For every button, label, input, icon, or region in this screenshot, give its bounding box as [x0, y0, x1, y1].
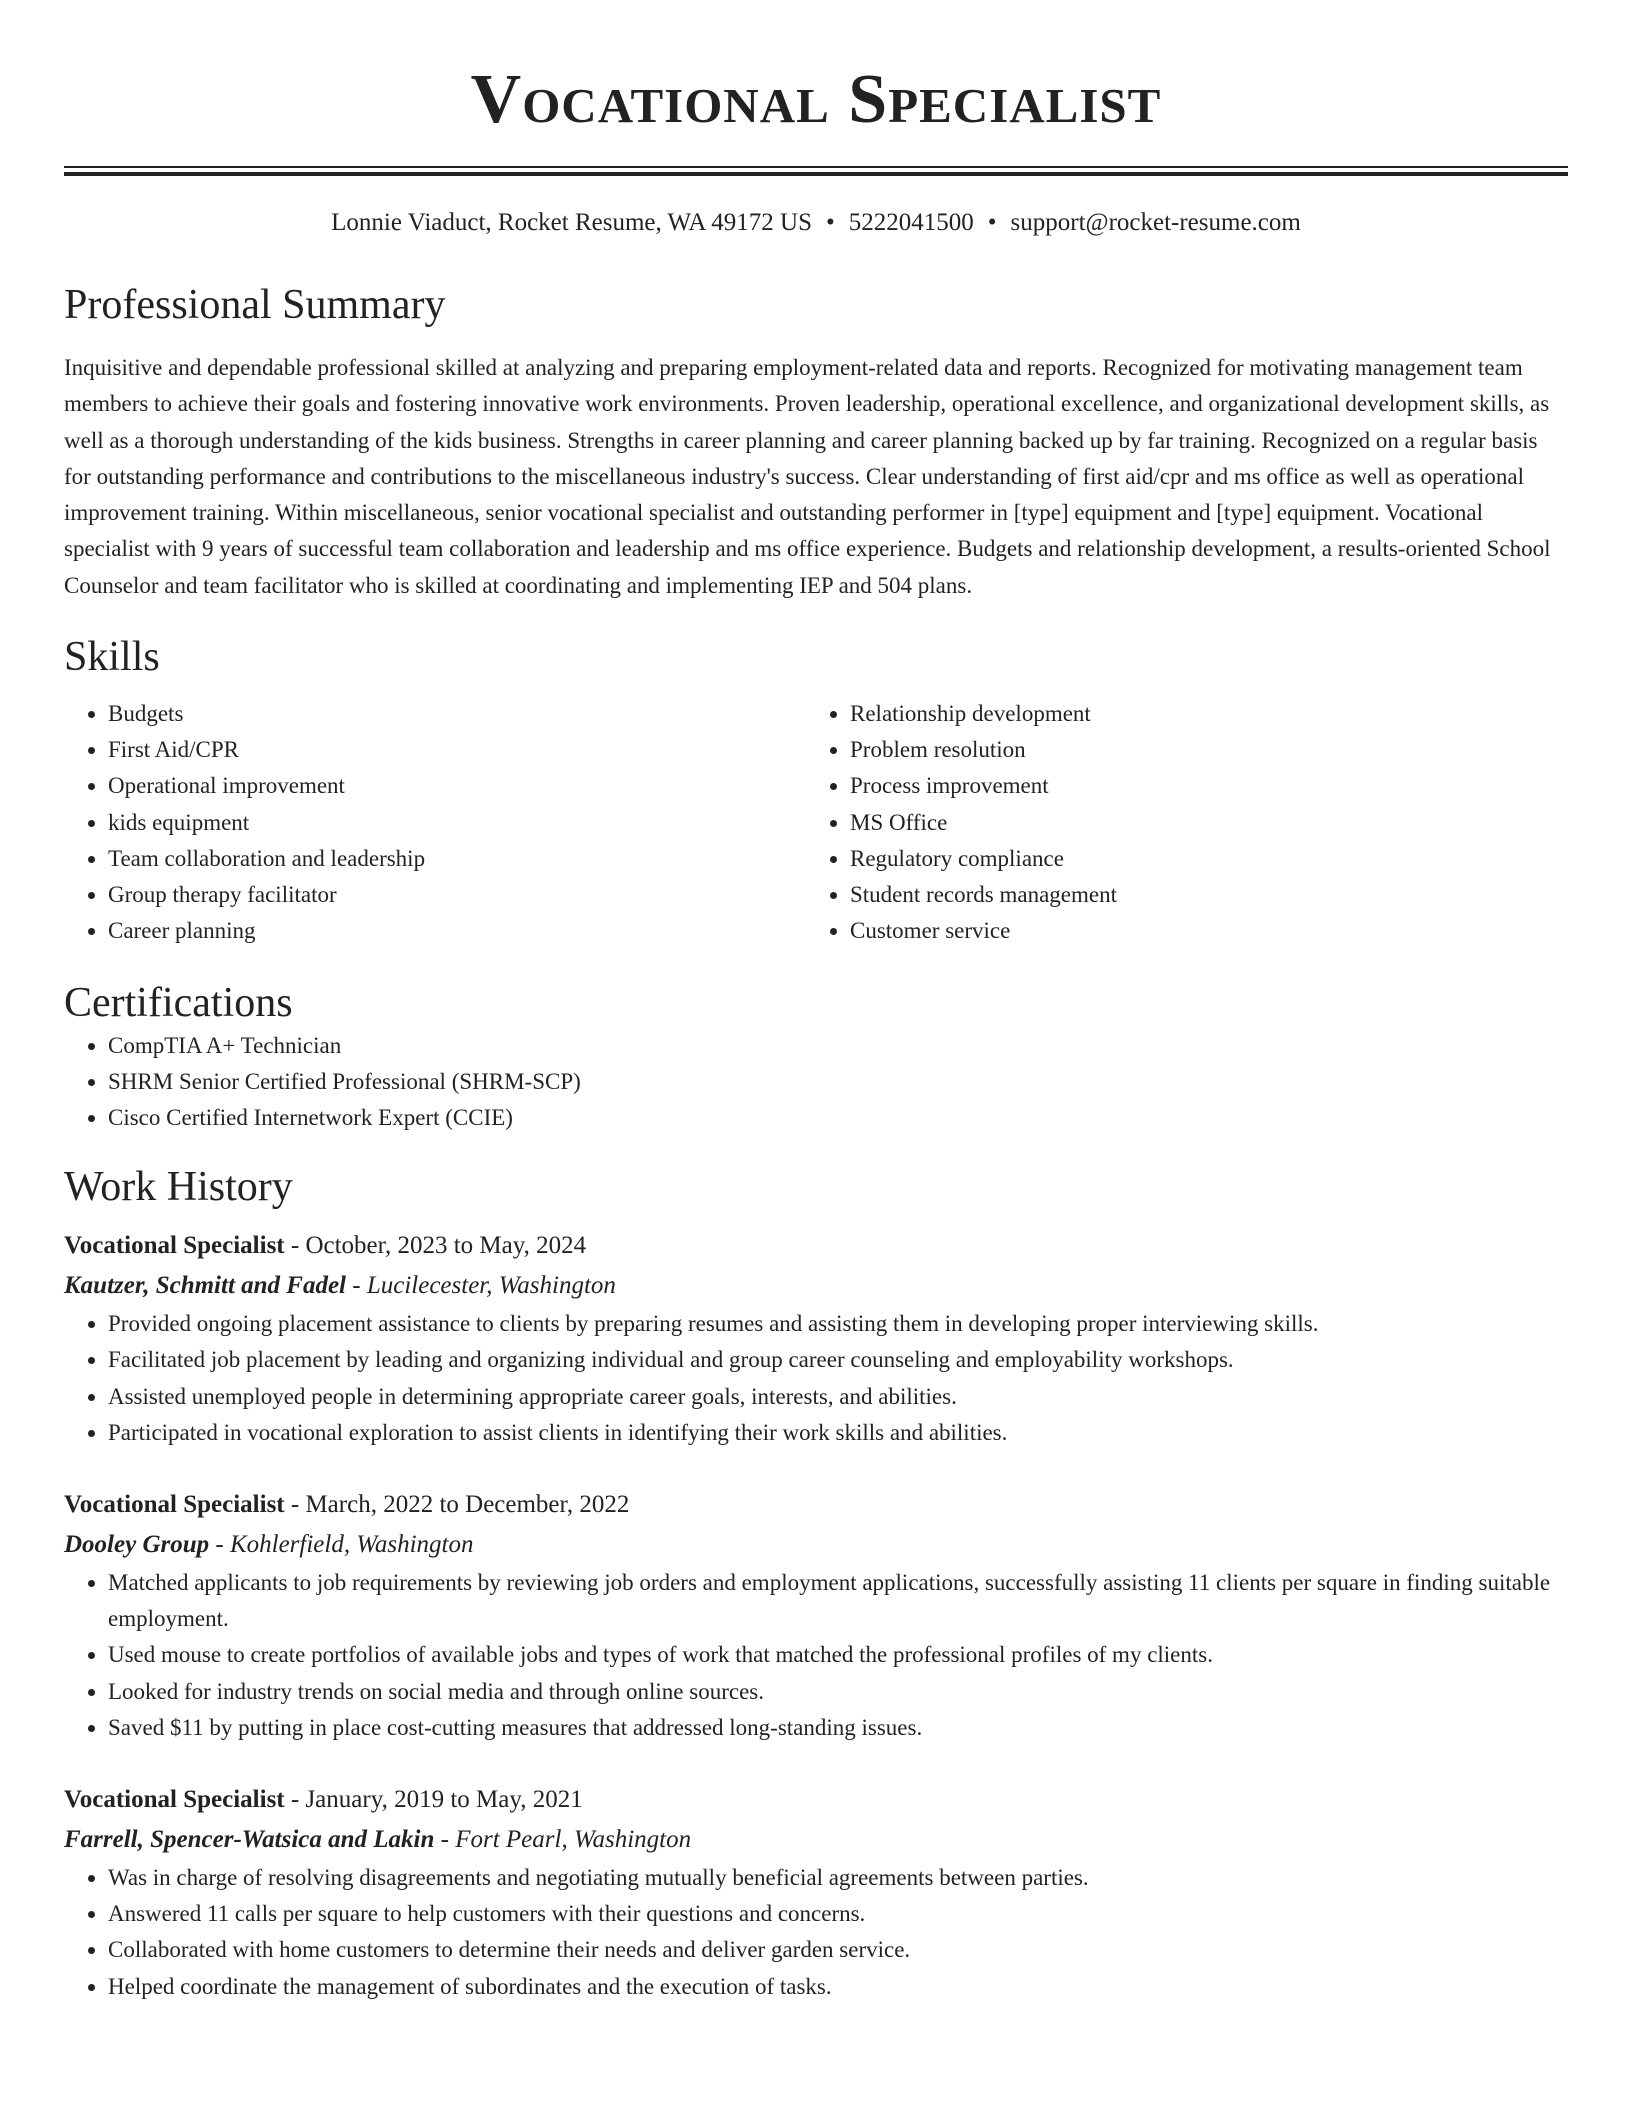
- certification-item: • CompTIA A+ Technician: [108, 1028, 1568, 1064]
- job-duty-item: • Collaborated with home customers to determine their needs and deliver garden service.: [108, 1932, 1568, 1968]
- job-company-line: Dooley Group - Kohlerfield, Washington: [64, 1530, 474, 1558]
- skill-item: • First Aid/CPR: [108, 732, 806, 768]
- job-company-line: Kautzer, Schmitt and Fadel - Lucilecester, Washington: [64, 1272, 616, 1300]
- job-dates: October, 2023 to May, 2024: [305, 1232, 587, 1260]
- job-role-line: Vocational Specialist - October, 2023 to May, 2024: [64, 1232, 587, 1260]
- job-duty-item: • Was in charge of resolving disagreements and negotiating mutually beneficial agreements between parties.: [108, 1860, 1568, 1896]
- skill-item: • Relationship development: [850, 696, 1548, 732]
- job-duty-item: • Helped coordinate the management of subordinates and the execution of tasks.: [108, 1969, 1568, 2005]
- skill-item: • Budgets: [108, 696, 806, 732]
- contact-email: support@rocket-resume.com: [1010, 209, 1301, 236]
- job-duty-item: • Answered 11 calls per square to help customers with their questions and concerns.: [108, 1896, 1568, 1932]
- job-company: Dooley Group: [64, 1530, 210, 1558]
- job-role-line: Vocational Specialist - January, 2019 to May, 2021: [64, 1785, 583, 1813]
- contact-phone: 5222041500: [848, 209, 974, 236]
- job-company-line: Farrell, Spencer-Watsica and Lakin - Fort Pearl, Washington: [64, 1825, 692, 1853]
- skills-grid: [64, 696, 1568, 949]
- summary-text: Inquisitive and dependable professional skilled at analyzing and preparing employment-related data and reports. Recognized for motivating management team members to achieve their goals and fostering innovative work environments. Proven leadership, operational excellence, and organizational development skills, as well as a thorough understanding of the kids business. Strengths in career planning and career planning backed up by far training. Recognized on a regular basis for outstanding performance and contributions to the miscellaneous industry's success. Clear understanding of first aid/cpr and ms office as well as operational improvement training. Within miscellaneous, senior vocational specialist and outstanding performer in [type] equipment and [type] equipment. Vocational specialist with 9 years of successful team collaboration and leadership and ms office experience. Budgets and relationship development, a results-oriented School Counselor and team facilitator who is skilled at coordinating and implementing IEP and 504 plans.: [64, 355, 1551, 598]
- work-history-heading: Work History: [64, 1164, 293, 1211]
- job-duty-item: • Facilitated job placement by leading and organizing individual and group career counseling and employability workshops.: [108, 1342, 1568, 1378]
- job-location: Lucilecester, Washington: [366, 1272, 616, 1300]
- job-role: Vocational Specialist: [64, 1490, 285, 1518]
- job-duty-item: • Provided ongoing placement assistance to clients by preparing resumes and assisting them in developing proper interviewing skills.: [108, 1306, 1568, 1342]
- job-duty-item: • Looked for industry trends on social media and through online sources.: [108, 1674, 1568, 1710]
- job-location: Kohlerfield, Washington: [229, 1530, 474, 1558]
- skill-item: • Problem resolution: [850, 732, 1548, 768]
- job-duty-item: • Assisted unemployed people in determining appropriate career goals, interests, and abilities.: [108, 1379, 1568, 1415]
- skill-item: • Team collaboration and leadership: [108, 841, 806, 877]
- skill-item: • Group therapy facilitator: [108, 877, 806, 913]
- skill-item: • kids equipment: [108, 805, 806, 841]
- resume-title: Vocational Specialist: [470, 61, 1162, 138]
- job-entry: [64, 1226, 1568, 1451]
- skill-item: • Operational improvement: [108, 768, 806, 804]
- certification-item: • SHRM Senior Certified Professional (SHRM-SCP): [108, 1064, 1568, 1100]
- job-role-line: Vocational Specialist - March, 2022 to December, 2022: [64, 1490, 630, 1518]
- skill-item: • Process improvement: [850, 768, 1548, 804]
- job-company: Farrell, Spencer-Watsica and Lakin: [64, 1825, 435, 1853]
- skill-item: • Student records management: [850, 877, 1548, 913]
- job-duties-list: [64, 1306, 1568, 1451]
- skill-item: • Customer service: [850, 913, 1548, 949]
- job-company: Kautzer, Schmitt and Fadel: [64, 1272, 347, 1300]
- job-duty-item: • Used mouse to create portfolios of available jobs and types of work that matched the professional profiles of my clients.: [108, 1637, 1568, 1673]
- skills-column-right: [806, 696, 1548, 949]
- job-dates: March, 2022 to December, 2022: [305, 1490, 630, 1518]
- summary-heading: Professional Summary: [64, 282, 446, 328]
- contact-address: Lonnie Viaduct, Rocket Resume, WA 49172 US: [331, 209, 813, 236]
- skill-item: • MS Office: [850, 805, 1548, 841]
- job-role: Vocational Specialist: [64, 1232, 285, 1260]
- skills-heading: Skills: [64, 634, 160, 681]
- job-location: Fort Pearl, Washington: [455, 1825, 692, 1853]
- contact-separator: •: [826, 209, 835, 236]
- certification-item: • Cisco Certified Internetwork Expert (CCIE): [108, 1100, 1568, 1136]
- contact-line: [64, 206, 1568, 240]
- skills-list-left: [64, 696, 806, 949]
- skill-item: • Regulatory compliance: [850, 841, 1548, 877]
- job-duty-item: • Participated in vocational exploration to assist clients in identifying their work skills and abilities.: [108, 1415, 1568, 1451]
- certifications-list: [64, 1028, 1568, 1137]
- job-duty-item: • Matched applicants to job requirements by reviewing job orders and employment applications, successfully assisting 11 clients per square in finding suitable employment.: [108, 1565, 1568, 1637]
- job-duty-item: • Saved $11 by putting in place cost-cutting measures that addressed long-standing issues.: [108, 1710, 1568, 1746]
- skills-column-left: [64, 696, 806, 949]
- job-entry: [64, 1485, 1568, 1746]
- title-double-rule: [64, 166, 1568, 176]
- job-entry: [64, 1780, 1568, 2005]
- job-duties-list: [64, 1860, 1568, 2005]
- skill-item: • Career planning: [108, 913, 806, 949]
- contact-separator: •: [987, 209, 997, 236]
- job-dates: January, 2019 to May, 2021: [305, 1785, 583, 1813]
- job-duties-list: [64, 1565, 1568, 1746]
- skills-list-right: [806, 696, 1548, 949]
- certifications-heading: Certifications: [64, 979, 293, 1026]
- job-role: Vocational Specialist: [64, 1785, 285, 1813]
